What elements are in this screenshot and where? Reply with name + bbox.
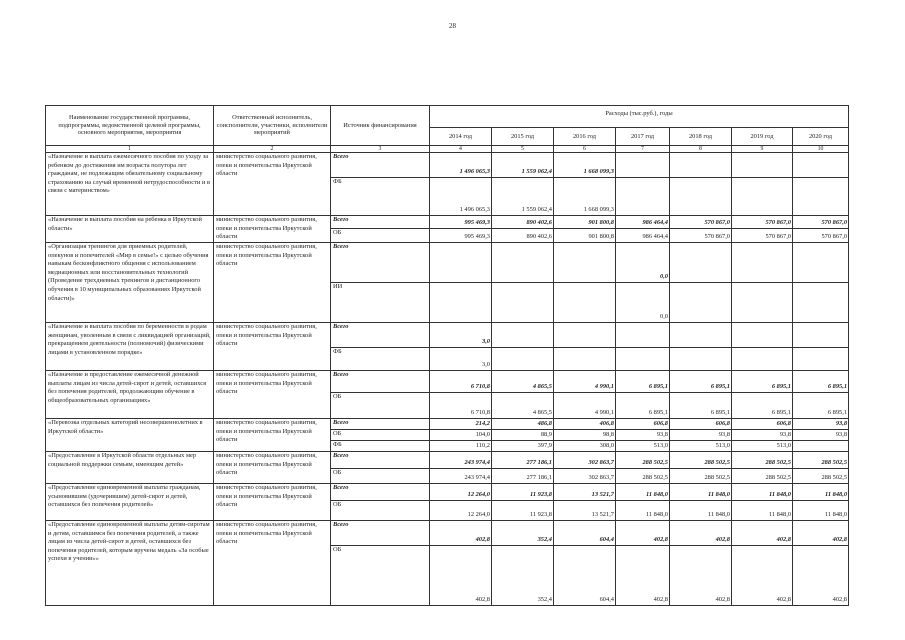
expense-value: 11 848,0	[616, 484, 670, 501]
funding-source: ФБ	[331, 441, 430, 452]
expense-value	[430, 243, 492, 283]
column-numbers-row	[46, 146, 849, 153]
expense-value: 402,8	[430, 521, 492, 546]
expense-value	[616, 348, 670, 371]
expense-value	[732, 243, 793, 283]
expense-value	[793, 441, 849, 452]
header-year: 2019 год	[732, 128, 793, 146]
expense-value: 6 895,1	[616, 393, 670, 419]
expense-value: 513,0	[732, 441, 793, 452]
expense-value: 0,0	[616, 243, 670, 283]
expense-value: 986 464,4	[616, 216, 670, 229]
expense-value: 93,8	[793, 419, 849, 430]
funding-source: Всего	[331, 216, 430, 229]
expense-value	[670, 283, 732, 323]
expense-value: 288 502,5	[670, 452, 732, 469]
program-name: «Назначение и выплата ежемесячного пособия по уходу за ребенком до достижения им возраста полутора лет гражданам, не подлежащим обязательному социальному страхованию на случай временной нетрудоспособности и в связи с материнством»	[46, 153, 214, 216]
expense-value: 302 863,7	[554, 452, 616, 469]
expense-value	[554, 323, 616, 348]
funding-source: ОБ	[331, 501, 430, 521]
column-number: 9	[732, 146, 793, 153]
expense-value: 11 848,0	[732, 484, 793, 501]
program-name: «Предоставление в Иркутской области отдельных мер социальной поддержки семьям, имеющим детей»	[46, 452, 214, 484]
expense-value: 570 867,0	[793, 216, 849, 229]
expense-value: 93,8	[670, 430, 732, 441]
expense-value: 402,8	[732, 521, 793, 546]
column-number: 8	[670, 146, 732, 153]
expense-value: 288 502,5	[616, 452, 670, 469]
expense-value: 402,8	[430, 546, 492, 606]
expense-value: 4 865,5	[492, 393, 554, 419]
expense-value	[793, 348, 849, 371]
expense-value	[492, 348, 554, 371]
expense-value: 110,2	[430, 441, 492, 452]
expense-value: 88,9	[492, 430, 554, 441]
expense-value: 402,8	[732, 546, 793, 606]
expense-value: 3,0	[430, 348, 492, 371]
program-name: «Назначение и выплата пособия по беременности и родам женщинам, уволенным в связи с ликвидацией организаций, прекращением деятельности (полномочий) физическими лицами в установленном порядке»	[46, 323, 214, 371]
header-funding-source: Источник финансирования	[331, 106, 430, 146]
funding-source: ОБ	[331, 546, 430, 606]
expense-value	[492, 323, 554, 348]
expense-value: 288 502,5	[732, 469, 793, 484]
executor: министерство социального развития, опеки и попечительства Иркутской области	[214, 371, 331, 419]
column-number: 4	[430, 146, 492, 153]
expense-value: 570 867,0	[732, 229, 793, 243]
expense-value: 93,8	[616, 430, 670, 441]
expense-value: 11 848,0	[670, 484, 732, 501]
expense-value: 288 502,5	[616, 469, 670, 484]
expense-value	[732, 323, 793, 348]
expense-value: 6 895,1	[616, 371, 670, 393]
expense-value: 277 186,1	[492, 469, 554, 484]
table-row	[46, 452, 849, 469]
expense-value	[793, 178, 849, 216]
expense-value	[670, 243, 732, 283]
expense-value: 93,8	[793, 430, 849, 441]
expense-value: 4 865,5	[492, 371, 554, 393]
expense-value: 98,8	[554, 430, 616, 441]
header-year: 2018 год	[670, 128, 732, 146]
executor: министерство социального развития, опеки и попечительства Иркутской области	[214, 452, 331, 484]
expense-value: 606,8	[732, 419, 793, 430]
table-row	[46, 419, 849, 430]
table-header	[46, 106, 849, 153]
expense-value: 513,0	[616, 441, 670, 452]
expense-value: 402,8	[616, 521, 670, 546]
expense-value: 397,9	[492, 441, 554, 452]
expense-value: 890 402,6	[492, 229, 554, 243]
expense-value	[554, 243, 616, 283]
expense-value: 402,8	[670, 546, 732, 606]
expense-value: 995 469,3	[430, 216, 492, 229]
expense-value: 1 559 062,4	[492, 153, 554, 178]
expense-value: 214,2	[430, 419, 492, 430]
expense-value	[793, 153, 849, 178]
column-number: 6	[554, 146, 616, 153]
expense-value: 288 502,5	[670, 469, 732, 484]
expense-value	[732, 283, 793, 323]
program-name: «Назначение и выплата пособия на ребенка в Иркутской области»	[46, 216, 214, 243]
program-name: «Перевозка отдельных категорий несовершеннолетних в Иркутской области»	[46, 419, 214, 452]
expense-value: 6 895,1	[732, 371, 793, 393]
expense-value: 13 521,7	[554, 484, 616, 501]
expense-value: 1 668 099,3	[554, 178, 616, 216]
expense-value: 93,8	[732, 430, 793, 441]
expense-value: 11 848,0	[670, 501, 732, 521]
expense-value: 1 668 099,3	[554, 153, 616, 178]
expense-value	[793, 283, 849, 323]
header-year: 2017 год	[616, 128, 670, 146]
executor: министерство социального развития, опеки и попечительства Иркутской области	[214, 484, 331, 521]
funding-source: ФБ	[331, 348, 430, 371]
expense-value: 11 848,0	[616, 501, 670, 521]
table-row	[46, 216, 849, 229]
expense-value: 890 402,6	[492, 216, 554, 229]
expense-value	[793, 323, 849, 348]
expense-value: 11 923,8	[492, 484, 554, 501]
expense-value: 1 496 065,3	[430, 153, 492, 178]
expense-value	[670, 153, 732, 178]
expense-value: 606,8	[670, 419, 732, 430]
header-expenses: Расходы (тыс.руб.), годы	[430, 106, 849, 128]
column-number: 3	[331, 146, 430, 153]
expense-value	[430, 283, 492, 323]
column-number: 10	[793, 146, 849, 153]
expense-value: 901 800,8	[554, 216, 616, 229]
expense-value: 486,8	[492, 419, 554, 430]
executor: министерство социального развития, опеки и попечительства Иркутской области	[214, 323, 331, 371]
expense-value: 243 974,4	[430, 452, 492, 469]
header-year: 2020 год	[793, 128, 849, 146]
expense-value: 11 848,0	[793, 501, 849, 521]
program-name: «Предоставление единовременной выплаты гражданам, усыновившим (удочерившим) детей-сирот и детей, оставшихся без попечения родителей»	[46, 484, 214, 521]
expense-value: 13 521,7	[554, 501, 616, 521]
expense-value: 0,0	[616, 283, 670, 323]
expense-value: 570 867,0	[670, 229, 732, 243]
expense-value: 6 895,1	[670, 371, 732, 393]
funding-source: ОБ	[331, 469, 430, 484]
expense-value	[793, 243, 849, 283]
expense-value: 352,4	[492, 546, 554, 606]
table-body	[46, 153, 849, 606]
expense-value: 402,8	[616, 546, 670, 606]
expense-value: 1 559 062,4	[492, 178, 554, 216]
executor: министерство социального развития, опеки и попечительства Иркутской области	[214, 216, 331, 243]
expense-value	[554, 348, 616, 371]
expense-value: 6 895,1	[670, 393, 732, 419]
expense-value: 4 990,1	[554, 393, 616, 419]
table-row	[46, 371, 849, 393]
expense-value: 986 464,4	[616, 229, 670, 243]
expense-value: 402,8	[793, 521, 849, 546]
executor: министерство социального развития, опеки и попечительства Иркутской области	[214, 419, 331, 452]
expense-value: 6 895,1	[793, 371, 849, 393]
table-row	[46, 323, 849, 348]
header-year: 2014 год	[430, 128, 492, 146]
expense-value: 570 867,0	[732, 216, 793, 229]
program-name: «Предоставление единовременной выплаты детям-сиротам и детям, оставшимся без попечения родителей, а также лицам из числа детей-сирот и детей, оставшихся без попечения родителей, которым вручена медаль «За особые успехи в учении»»	[46, 521, 214, 606]
expense-value: 6 710,8	[430, 393, 492, 419]
funding-source: ОБ	[331, 430, 430, 441]
table-row	[46, 243, 849, 283]
program-name: «Назначение и предоставление ежемесячной денежной выплаты лицам из числа детей-сирот и детей, оставшихся без попечения родителей, продолжающим обучение в общеобразовательных организациях»	[46, 371, 214, 419]
funding-source: ОБ	[331, 229, 430, 243]
funding-source: Всего	[331, 371, 430, 393]
header-row	[46, 106, 849, 128]
expense-value	[616, 178, 670, 216]
expense-value: 3,0	[430, 323, 492, 348]
expense-value	[616, 323, 670, 348]
expense-value	[732, 153, 793, 178]
table-row	[46, 484, 849, 501]
expense-value: 104,0	[430, 430, 492, 441]
expense-value: 11 848,0	[793, 484, 849, 501]
expense-value: 11 848,0	[732, 501, 793, 521]
page-number: 28	[449, 22, 456, 30]
header-program-name: Наименование государственной программы, подпрограммы, ведомственной целевой программы, основного мероприятия, мероприятия	[46, 106, 214, 146]
executor: министерство социального развития, опеки и попечительства Иркутской области	[214, 243, 331, 323]
funding-source: Всего	[331, 323, 430, 348]
header-year: 2016 год	[554, 128, 616, 146]
expense-value	[492, 243, 554, 283]
column-number: 1	[46, 146, 214, 153]
expense-value	[732, 178, 793, 216]
expense-value: 604,4	[554, 521, 616, 546]
expense-value: 995 469,3	[430, 229, 492, 243]
expense-value: 570 867,0	[793, 229, 849, 243]
program-name: «Организация тренингов для приемных родителей, опекунов и попечителей «Мир в семье!» с целью обучения навыкам бесконфликтного общения с использованием медиационных или восстановительных технологий (Проведение трехдневных тренингов и дистанционного обучения в 10 муниципальных образованиях Иркутской области)»	[46, 243, 214, 323]
funding-source: ОБ	[331, 393, 430, 419]
funding-source: Всего	[331, 153, 430, 178]
executor: министерство социального развития, опеки и попечительства Иркутской области	[214, 153, 331, 216]
funding-source: Всего	[331, 521, 430, 546]
expense-value: 308,0	[554, 441, 616, 452]
expense-value	[732, 348, 793, 371]
column-number: 2	[214, 146, 331, 153]
table-row	[46, 153, 849, 178]
column-number: 7	[616, 146, 670, 153]
expense-value: 6 895,1	[793, 393, 849, 419]
expense-value: 1 496 065,3	[430, 178, 492, 216]
executor: министерство социального развития, опеки и попечительства Иркутской области	[214, 521, 331, 606]
expense-value: 6 895,1	[732, 393, 793, 419]
expense-value: 4 990,1	[554, 371, 616, 393]
expense-value: 402,8	[670, 521, 732, 546]
expenses-table	[45, 105, 849, 606]
expense-value: 570 867,0	[670, 216, 732, 229]
expense-value: 288 502,5	[732, 452, 793, 469]
expense-value: 402,8	[793, 546, 849, 606]
expense-value	[670, 323, 732, 348]
funding-source: Всего	[331, 419, 430, 430]
funding-source: ФБ	[331, 178, 430, 216]
expense-value: 606,8	[616, 419, 670, 430]
expense-value: 12 264,0	[430, 484, 492, 501]
header-executor: Ответственный исполнитель, соисполнители, участники, исполнители мероприятий	[214, 106, 331, 146]
expense-value: 11 923,8	[492, 501, 554, 521]
expense-value	[492, 283, 554, 323]
table-row	[46, 521, 849, 546]
header-year: 2015 год	[492, 128, 554, 146]
expense-value: 901 800,8	[554, 229, 616, 243]
expense-value	[554, 283, 616, 323]
expense-value	[616, 153, 670, 178]
funding-source: Всего	[331, 484, 430, 501]
expense-value: 513,0	[670, 441, 732, 452]
expense-value	[670, 178, 732, 216]
expense-value: 277 186,1	[492, 452, 554, 469]
expense-value: 302 863,7	[554, 469, 616, 484]
expense-value: 352,4	[492, 521, 554, 546]
funding-source: ИИ	[331, 283, 430, 323]
expense-value: 6 710,8	[430, 371, 492, 393]
expense-value: 288 502,5	[793, 469, 849, 484]
expense-value: 243 974,4	[430, 469, 492, 484]
expense-value: 406,8	[554, 419, 616, 430]
funding-source: Всего	[331, 243, 430, 283]
expense-value: 604,4	[554, 546, 616, 606]
column-number: 5	[492, 146, 554, 153]
expense-value: 288 502,5	[793, 452, 849, 469]
expense-value	[670, 348, 732, 371]
funding-source: Всего	[331, 452, 430, 469]
expense-value: 12 264,0	[430, 501, 492, 521]
